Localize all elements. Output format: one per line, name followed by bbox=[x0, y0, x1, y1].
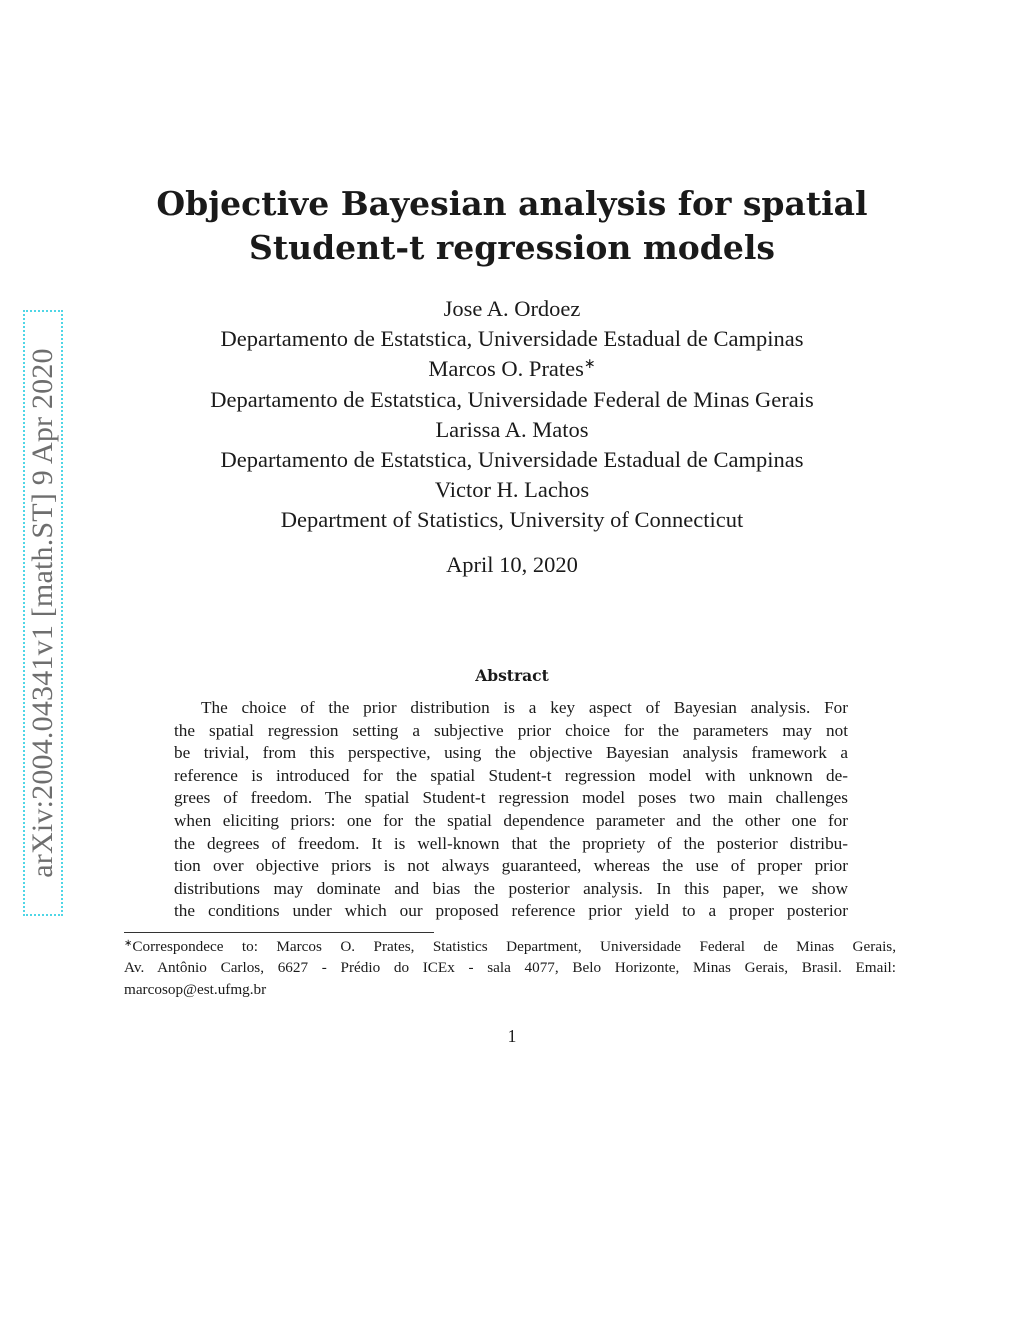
page-number: 1 bbox=[507, 1026, 517, 1046]
abstract-line: The choice of the prior distribution is a key aspect of Bayesian analysis. For bbox=[201, 698, 848, 717]
author-block bbox=[0, 294, 1024, 536]
author-affiliation: Departamento de Estatstica, Universidade Estadual de Campinas bbox=[220, 447, 804, 473]
author-affiliation: Departamento de Estatstica, Universidade Federal de Minas Gerais bbox=[210, 386, 814, 412]
author-name: Larissa A. Matos bbox=[435, 416, 589, 442]
author-name: Victor H. Lachos bbox=[434, 477, 590, 503]
footnote-line: ∗Correspondece to: Marcos O. Prates, Statistics Department, Universidade Federal de Minas Gerais, bbox=[124, 938, 896, 955]
author-affiliation: Departamento de Estatstica, Universidade Estadual de Campinas bbox=[220, 326, 804, 352]
abstract-line: the conditions under which our proposed reference prior yield to a proper posterior bbox=[174, 901, 848, 921]
arxiv-identifier: arXiv:2004.04341v1 [math.ST] 9 Apr 2020 bbox=[26, 348, 59, 878]
author-name: Marcos O. Prates∗ bbox=[428, 356, 596, 382]
author-affiliation: Department of Statistics, University of Connecticut bbox=[280, 507, 744, 533]
footnote-mark: ∗ bbox=[124, 938, 133, 949]
footnote-email[interactable]: marcosop@est.ufmg.br bbox=[124, 980, 267, 998]
abstract-line: tion over objective priors is not always guaranteed, whereas the use of proper prior bbox=[174, 856, 848, 876]
title-line-2: Student-t regression models bbox=[249, 228, 775, 267]
abstract-line: reference is introduced for the spatial Student-t regression model with unknown de- bbox=[174, 765, 848, 785]
author-name: Jose A. Ordoez bbox=[443, 296, 581, 321]
abstract-line: grees of freedom. The spatial Student-t regression model poses two main challenges bbox=[174, 788, 848, 808]
abstract-heading: Abstract bbox=[475, 666, 549, 685]
abstract-body bbox=[174, 697, 848, 923]
title-line-1: Objective Bayesian analysis for spatial bbox=[156, 184, 868, 223]
abstract-line: when eliciting priors: one for the spatial dependence parameter and the other one for bbox=[174, 810, 848, 830]
paper-date: April 10, 2020 bbox=[446, 552, 578, 577]
footnote-marker[interactable]: ∗ bbox=[583, 357, 596, 373]
paper-title bbox=[0, 182, 1024, 270]
footnote bbox=[124, 936, 896, 1000]
abstract-line: the degrees of freedom. It is well-known that the propriety of the posterior distribu- bbox=[174, 833, 848, 853]
abstract-line: be trivial, from this perspective, using the objective Bayesian analysis framework a bbox=[174, 743, 848, 763]
footnote-line: Av. Antônio Carlos, 6627 - Prédio do ICEx - sala 4077, Belo Horizonte, Minas Gerais, Brasil. Email: bbox=[124, 959, 896, 977]
abstract-line: the spatial regression setting a subjective prior choice for the parameters may not bbox=[174, 720, 848, 740]
abstract-line: distributions may dominate and bias the posterior analysis. In this paper, we show bbox=[174, 878, 848, 898]
footnote-divider bbox=[124, 932, 434, 933]
